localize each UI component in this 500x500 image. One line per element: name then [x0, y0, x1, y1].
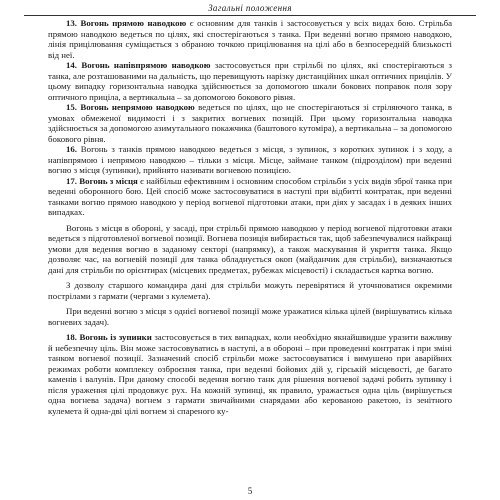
- paragraph-lead: 14. Вогонь напівпрямою наводкою: [66, 60, 211, 70]
- paragraph-text: ведеться по цілях, що не спостерігаються зі стріляючого танка, в умовах обмеженої видимості і з закритих вогневих позицій. При цьому горизонтальна наводка здійснюється за допомогою азимутального покажчика (баштового кутоміра), а вертикальна – за допомогою бокового рівня.: [48, 102, 452, 144]
- paragraph-text: є основним для танків і застосовується у всіх видах бою. Стрільба прямою наводкою ведеться по цілях, які спостерігаються з танка. При веденні вогню прямою наводкою, лінія прицілювання суміщається з обраною точкою прицілювання на цілі або в безпосередній близькості від неї.: [48, 18, 453, 60]
- paragraph-lead: 17. Вогонь з місця: [66, 175, 138, 186]
- paragraph-lead: 15. Вогонь непрямою наводкою: [66, 102, 195, 112]
- paragraph-firing-position: Вогонь з місця в обороні, у засаді, при стрільбі прямою наводкою у період вогневої підготовки атаки ведеться з підготовленої вогневої позиції. Вогнева позиція вибирається так, щоб забезпечувалися найкращі умови для ведення вогню в заданому секторі (напрямку), а також маскування й укриття танка. Якщо дозволяє час, на вогневій позиції для танка обладнується окоп (майданчик для стрільби), визначаються дані для стрільби по орієнтирах (місцевих предметах, рубежах місцевості) і складається картка вогню.: [48, 222, 452, 275]
- paragraph-lead: 13. Вогонь прямою наводкою: [66, 18, 187, 28]
- paragraph-14: [48, 60, 452, 102]
- paragraph-17: [48, 176, 452, 218]
- running-header: Загальні положення: [24, 3, 476, 16]
- paragraph-lead: 18. Вогонь із зупинки: [66, 332, 152, 342]
- document-body: [48, 18, 452, 416]
- paragraph-18: [48, 332, 452, 416]
- paragraph-text: застосовується при стрільбі по цілях, які спостерігаються з танка, але розташованими на дальність, що перевищують нарізку дистанційних шкал оптичних прицілів. У цьому випадку горизонтальна наводка здійснюється за допомогою шкали бокових поправок поля зору оптичного приціла, а вертикальна – за допомогою бокового рівня.: [48, 60, 452, 102]
- paragraph-13: [48, 18, 452, 60]
- paragraph-text: є найбільш ефективним і основним способом стрільби з усіх видів зброї танка при веденні оборонного бою. Цей спосіб може застосовуватися в наступі при відбитті контратак, при веденні танками вогню прямою наводкою у період вогневої підготовки атаки, при діях у засадах і в деяких інших випадках.: [48, 175, 452, 217]
- paragraph-text: застосовується в тих випадках, коли необхідно якнайшвидше уразити важливу й небезпечну ціль. Він може застосовуватись в наступі, а в обороні – при проведенні контратак і при зміні танком вогневої позиції. Зазначений спосіб стрільби може застосовуватися і вимушено при аварійних режимах роботи комплексу озброєння танка, при веденні бойових дій у, гірській місцевості, де багато каменів і валунів. При даному способі ведення вогню танк для рішення вогневої задачі робить зупинку і після ураження цілі продовжує рух. На кожній зупинці, як правило, уражається одна ціль (вирішується одна вогнева задача) вогнем з гармати звичайними снарядами або керованою ракетою, із зенітного кулемета й одна-дві цілі вогнем зі спареного ку-: [48, 332, 453, 416]
- paragraph-text: Вогонь з танків прямою наводкою ведеться з місця, з зупинок, з коротких зупинок і з ходу, а напівпрямою і непрямою наводкою – тільки з місця. Місце, займане танком (підрозділом) при веденні вогню з місця (зупинки), прийнято називати вогневою позицією.: [48, 144, 452, 175]
- paragraph-data-check: З дозволу старшого командира дані для стрільби можуть перевірятися й уточнюватися окремими пострілами з гармати (чергами з кулемета).: [48, 280, 452, 301]
- paragraph-16: [48, 144, 452, 176]
- page-number: 5: [247, 486, 253, 496]
- paragraph-lead: 16.: [66, 144, 77, 154]
- paragraph-multiple-targets: При веденні вогню з місця з однієї вогневої позиції може уражатися кілька цілей (вирішуватись кілька вогневих задач).: [48, 306, 452, 327]
- paragraph-15: [48, 102, 452, 144]
